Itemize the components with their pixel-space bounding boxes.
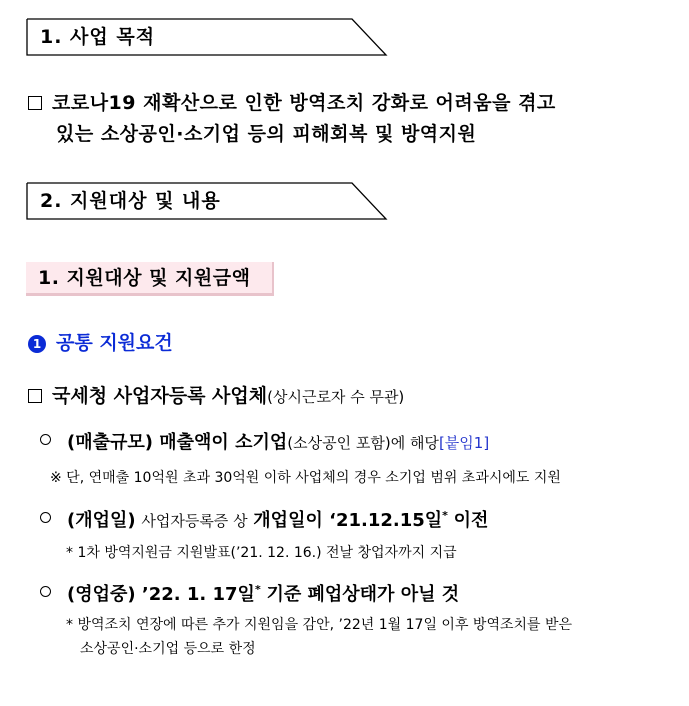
note-sales: ※ 단, 연매출 10억원 초과 30억원 이하 사업체의 경우 소기업 범위 초과시에도 지원 <box>50 470 561 486</box>
attachment-link[interactable]: [붙임1] <box>438 434 490 452</box>
item-sales-scale: (매출규모) 매출액이 소기업(소상공인 포함)에 해당[붙임1] <box>40 428 489 454</box>
checkbox-icon <box>28 96 42 110</box>
circle-bullet-icon <box>40 586 51 597</box>
checkbox-icon <box>28 389 42 403</box>
section-2-header <box>26 182 388 220</box>
purpose-line-1: 코로나19 재확산으로 인한 방역조치 강화로 어려움을 겪고 <box>28 88 556 115</box>
section-2-title: 2. 지원대상 및 내용 <box>40 190 221 212</box>
section-1-header <box>26 18 388 56</box>
circle-bullet-icon <box>40 512 51 523</box>
number-one-icon: 1 <box>28 335 46 353</box>
note-operating-line-2: 소상공인·소기업 등으로 한정 <box>80 641 256 657</box>
item-opening-date: (개업일) 사업자등록증 상 개업일이 ‘21.12.15일* 이전 <box>40 506 488 532</box>
circle-bullet-icon <box>40 434 51 445</box>
item-operating: (영업중) ’22. 1. 17일* 기준 폐업상태가 아닐 것 <box>40 580 459 606</box>
item-registered-business: 국세청 사업자등록 사업체(상시근로자 수 무관) <box>28 381 404 408</box>
note-opening: * 1차 방역지원금 지원발표(’21. 12. 16.) 전날 창업자까지 지급 <box>66 545 457 561</box>
common-requirements-heading: 1 공통 지원요건 <box>28 328 173 355</box>
section-1-title: 1. 사업 목적 <box>40 26 156 48</box>
purpose-line-2: 있는 소상공인·소기업 등의 피해회복 및 방역지원 <box>56 123 477 145</box>
subsection-header <box>26 262 274 296</box>
subsection-title: 1. 지원대상 및 지원금액 <box>38 267 251 289</box>
note-operating-line-1: * 방역조치 연장에 따른 추가 지원임을 감안, ’22년 1월 17일 이후 방역조치를 받은 <box>66 617 573 633</box>
